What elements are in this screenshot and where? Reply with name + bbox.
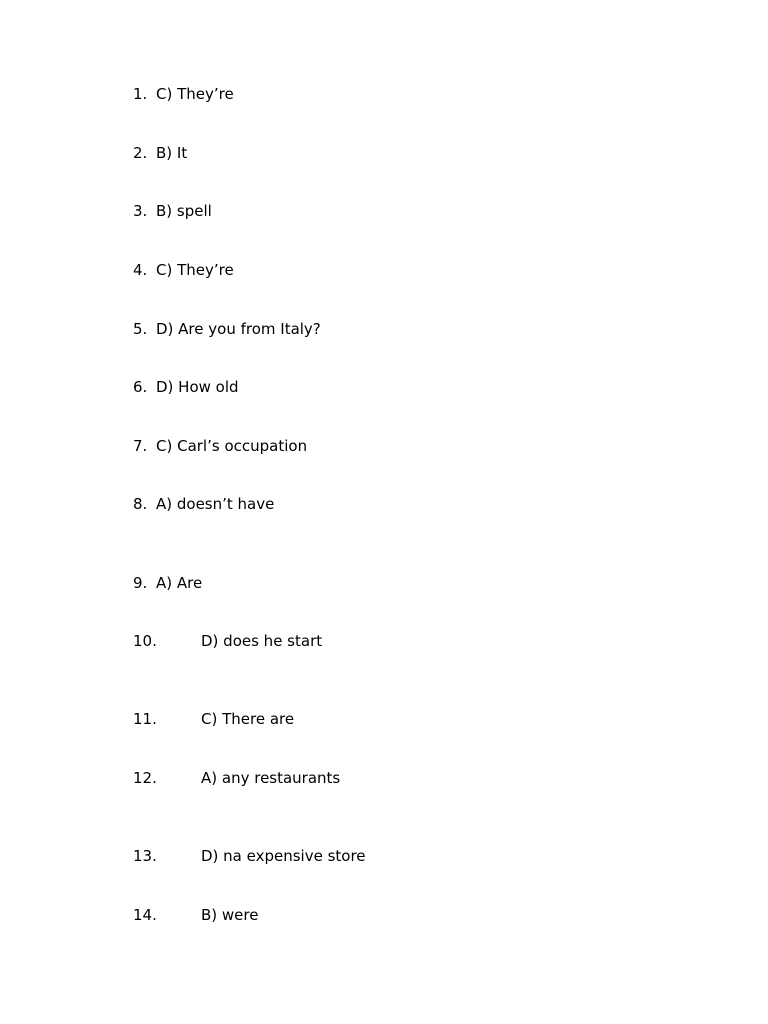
- answer-text: B) were: [201, 906, 259, 924]
- answer-text: A) any restaurants: [201, 769, 341, 787]
- answer-text: A) Are: [156, 574, 203, 592]
- answer-item: [133, 143, 187, 163]
- answer-number: 8.: [133, 495, 148, 513]
- answer-text: B) It: [156, 144, 188, 162]
- answer-text: C) They’re: [156, 85, 234, 103]
- answer-item: [133, 905, 258, 925]
- answer-number: 13.: [133, 847, 157, 865]
- answer-item: [133, 260, 234, 280]
- answer-item: [133, 631, 322, 651]
- answer-item: [133, 436, 307, 456]
- answer-text: C) They’re: [156, 261, 234, 279]
- answer-item: [133, 573, 202, 593]
- answer-number: 7.: [133, 437, 148, 455]
- answer-item: [133, 201, 212, 221]
- answer-number: 14.: [133, 906, 157, 924]
- answer-text: C) There are: [201, 710, 295, 728]
- answer-item: [133, 84, 234, 104]
- answer-item: [133, 768, 340, 788]
- answer-text: B) spell: [156, 202, 212, 220]
- answer-number: 3.: [133, 202, 148, 220]
- answer-item: [133, 846, 366, 866]
- answer-number: 6.: [133, 378, 148, 396]
- answer-number: 12.: [133, 769, 157, 787]
- answer-text: D) How old: [156, 378, 239, 396]
- answer-text: A) doesn’t have: [156, 495, 275, 513]
- answer-text: D) na expensive store: [201, 847, 366, 865]
- answer-text: D) does he start: [201, 632, 323, 650]
- answer-item: [133, 319, 321, 339]
- answer-number: 10.: [133, 632, 157, 650]
- answer-number: 11.: [133, 710, 157, 728]
- answer-item: [133, 377, 239, 397]
- answer-text: D) Are you from Italy?: [156, 320, 321, 338]
- answer-number: 2.: [133, 144, 148, 162]
- answer-number: 1.: [133, 85, 148, 103]
- answer-number: 4.: [133, 261, 148, 279]
- answer-number: 9.: [133, 574, 148, 592]
- answer-item: [133, 709, 294, 729]
- answer-item: [133, 494, 274, 514]
- answer-text: C) Carl’s occupation: [156, 437, 308, 455]
- answer-number: 5.: [133, 320, 148, 338]
